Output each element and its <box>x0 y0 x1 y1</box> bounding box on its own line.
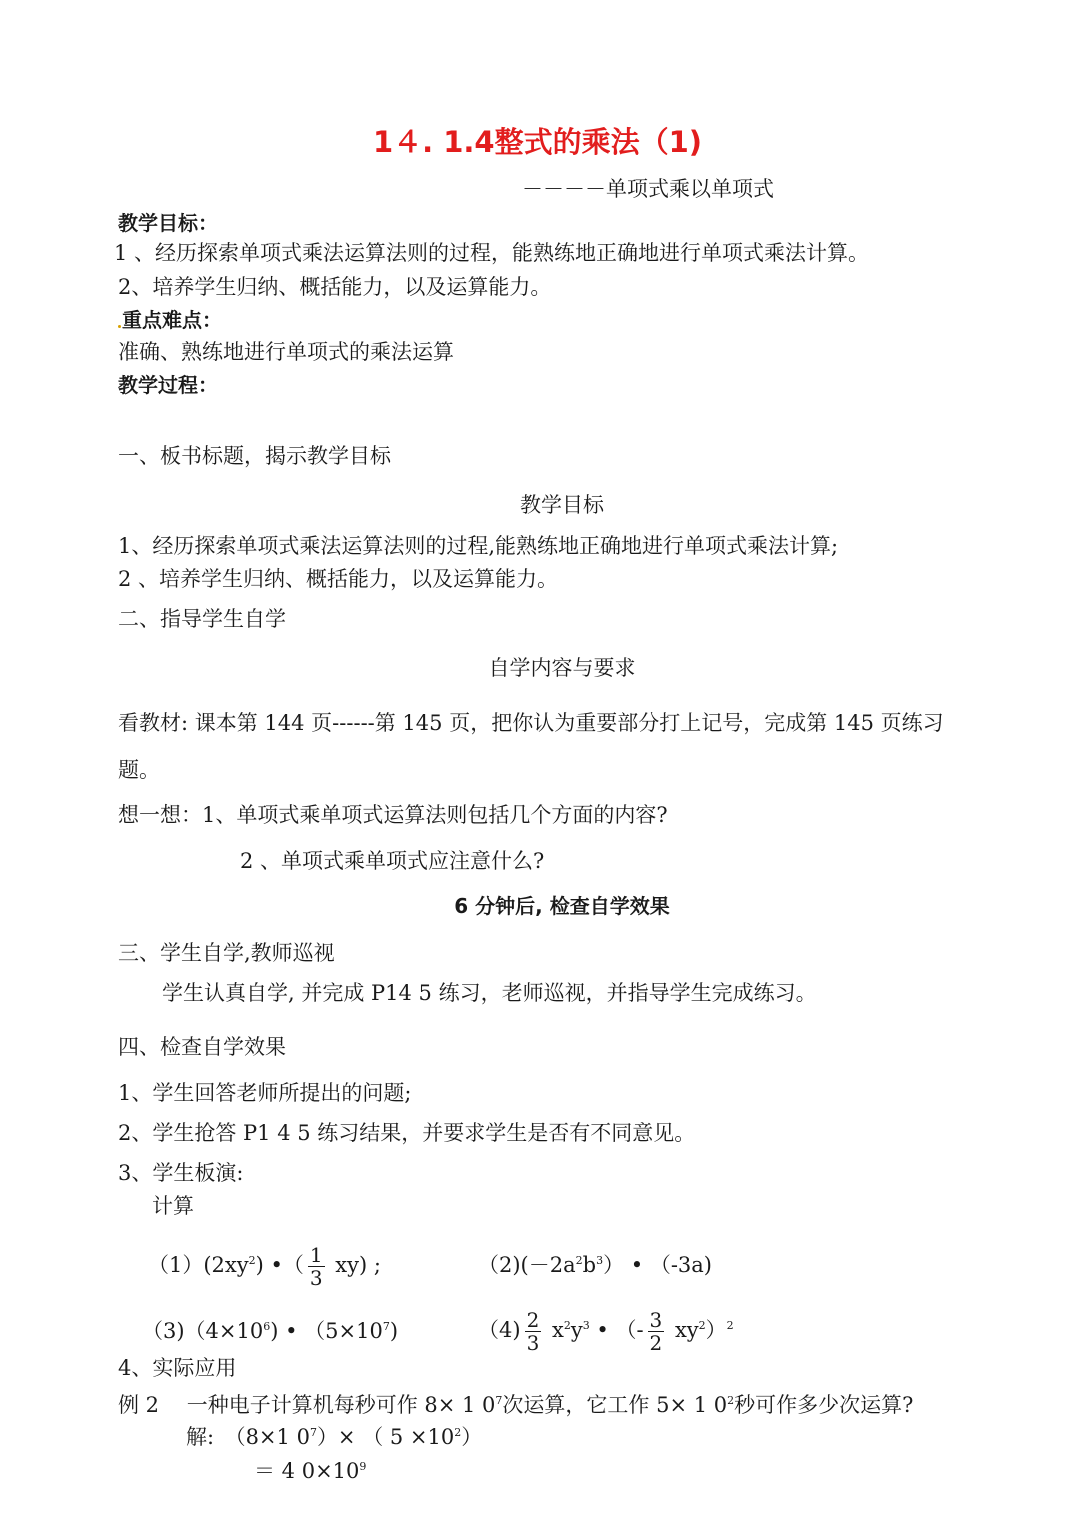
solution-exponent-1: 7 <box>309 1426 317 1439</box>
reading-instruction-cont: 题。 <box>118 758 160 782</box>
exercise-4-mid-2: y <box>570 1318 583 1342</box>
exercise-3-exponent-1: 6 <box>263 1320 271 1333</box>
exercise-4-exponent-3: 2 <box>698 1319 706 1332</box>
result-line <box>254 1454 366 1484</box>
section-1-heading: 一、板书标题，揭示教学目标 <box>118 444 391 468</box>
exercise-4-mid-5: ） <box>705 1318 727 1342</box>
exercise-2-exponent-1: 2 <box>575 1254 583 1267</box>
result-exponent: 9 <box>359 1460 367 1473</box>
exercise-1-fraction: $\frac{1}{3}$ <box>309 1243 323 1290</box>
example-2-exponent-2: 2 <box>727 1394 735 1407</box>
section-3-text: 学生认真自学, 并完成 P14 5 练习，老师巡视，并指导学生完成练习。 <box>162 981 817 1005</box>
example-2-mid: 次运算，它工作 5× 1 0 <box>502 1393 728 1417</box>
board-item-1: 1、经历探索单项式乘法运算法则的过程,能熟练地正确地进行单项式乘法计算; <box>118 534 839 558</box>
exercise-3-mid: ) • （5×10 <box>270 1319 383 1343</box>
exercise-1-suffix: xy) ; <box>328 1253 381 1277</box>
exercise-2-suffix: ） • （-3a) <box>603 1253 713 1277</box>
board-item-2: 2 、培养学生归纳、概括能力，以及运算能力。 <box>118 567 559 591</box>
exercise-4-exponent-4: 2 <box>726 1319 734 1332</box>
example-2-suffix: 秒可作多少次运算? <box>734 1393 914 1417</box>
exercise-1-exponent: 2 <box>248 1254 256 1267</box>
self-study-title: 自学内容与要求 <box>488 656 636 680</box>
example-2 <box>118 1388 913 1418</box>
document-title: 1４. 1.4整式的乘法（1) <box>372 125 703 159</box>
exercise-4-prefix: （4) <box>478 1318 521 1342</box>
exercise-1-mid: ) •（ <box>255 1253 304 1277</box>
objective-item-2: 2、培养学生归纳、概括能力，以及运算能力。 <box>118 275 552 299</box>
section-4-heading: 四、检查自学效果 <box>118 1035 286 1059</box>
exercise-2-exponent-2: 3 <box>596 1254 604 1267</box>
exercise-4-exponent-1: 2 <box>563 1319 571 1332</box>
objectives-heading: 教学目标： <box>118 211 218 235</box>
key-points-heading: 重点难点： <box>122 308 222 332</box>
exercise-3-suffix: ) <box>389 1319 399 1343</box>
solution-suffix: ） <box>461 1425 483 1449</box>
check-item-3: 3、学生板演: <box>118 1161 244 1185</box>
exercise-3-prefix: （3)（4×10 <box>142 1319 264 1343</box>
calc-label: 计算 <box>152 1194 194 1218</box>
section-2-heading: 二、指导学生自学 <box>118 607 286 631</box>
board-title: 教学目标 <box>520 493 604 517</box>
exercise-2-mid: b <box>582 1253 597 1277</box>
exercise-3 <box>142 1314 398 1344</box>
exercise-4-mid-3: • （- <box>589 1318 644 1342</box>
exercise-1 <box>148 1238 381 1289</box>
solution-prefix: 解: （8×1 0 <box>186 1425 310 1449</box>
think-question-2: 2 、单项式乘单项式应注意什么? <box>240 849 545 873</box>
exercise-4-mid-4: xy <box>668 1318 699 1342</box>
think-question-1: 想一想：1、单项式乘单项式运算法则包括几个方面的内容? <box>118 803 668 827</box>
example-2-prefix: 例 2 一种电子计算机每秒可作 8× 1 0 <box>118 1393 496 1417</box>
exercise-4-fraction-2: $\frac{3}{2}$ <box>649 1308 663 1355</box>
section-3-heading: 三、学生自学,教师巡视 <box>118 941 335 965</box>
solution-line <box>186 1420 482 1450</box>
check-item-2: 2、学生抢答 P1 4 5 练习结果，并要求学生是否有不同意见。 <box>118 1121 696 1145</box>
check-item-1: 1、学生回答老师所提出的问题; <box>118 1081 412 1105</box>
example-2-exponent-1: 7 <box>495 1394 503 1407</box>
exercise-3-exponent-2: 7 <box>382 1320 390 1333</box>
application-heading: 4、实际应用 <box>118 1356 237 1380</box>
exercise-2-prefix: （2)(－2a <box>478 1253 576 1277</box>
objective-item-1: 1 、经历探索单项式乘法运算法则的过程，能熟练地正确地进行单项式乘法计算。 <box>114 241 870 265</box>
solution-mid: ）× （ 5 ×10 <box>316 1425 455 1449</box>
exercise-2 <box>478 1248 712 1278</box>
exercise-4 <box>478 1303 734 1354</box>
document-subtitle: －－－－单项式乘以单项式 <box>522 177 774 201</box>
check-title: 6 分钟后, 检查自学效果 <box>454 894 670 918</box>
exercise-4-mid-1: x <box>545 1318 564 1342</box>
exercise-1-prefix: （1）(2xy <box>148 1253 249 1277</box>
reading-instruction: 看教材: 课本第 144 页------第 145 页，把你认为重要部分打上记号，完成第 145 页练习 <box>118 711 944 735</box>
exercise-4-fraction-1: $\frac{2}{3}$ <box>526 1308 540 1355</box>
exercise-4-exponent-2: 3 <box>582 1319 590 1332</box>
mark-dot <box>118 325 121 328</box>
result-prefix: ＝ 4 0×10 <box>254 1459 360 1483</box>
key-points-text: 准确、熟练地进行单项式的乘法运算 <box>118 340 454 364</box>
solution-exponent-2: 2 <box>454 1426 462 1439</box>
process-heading: 教学过程： <box>118 373 218 397</box>
